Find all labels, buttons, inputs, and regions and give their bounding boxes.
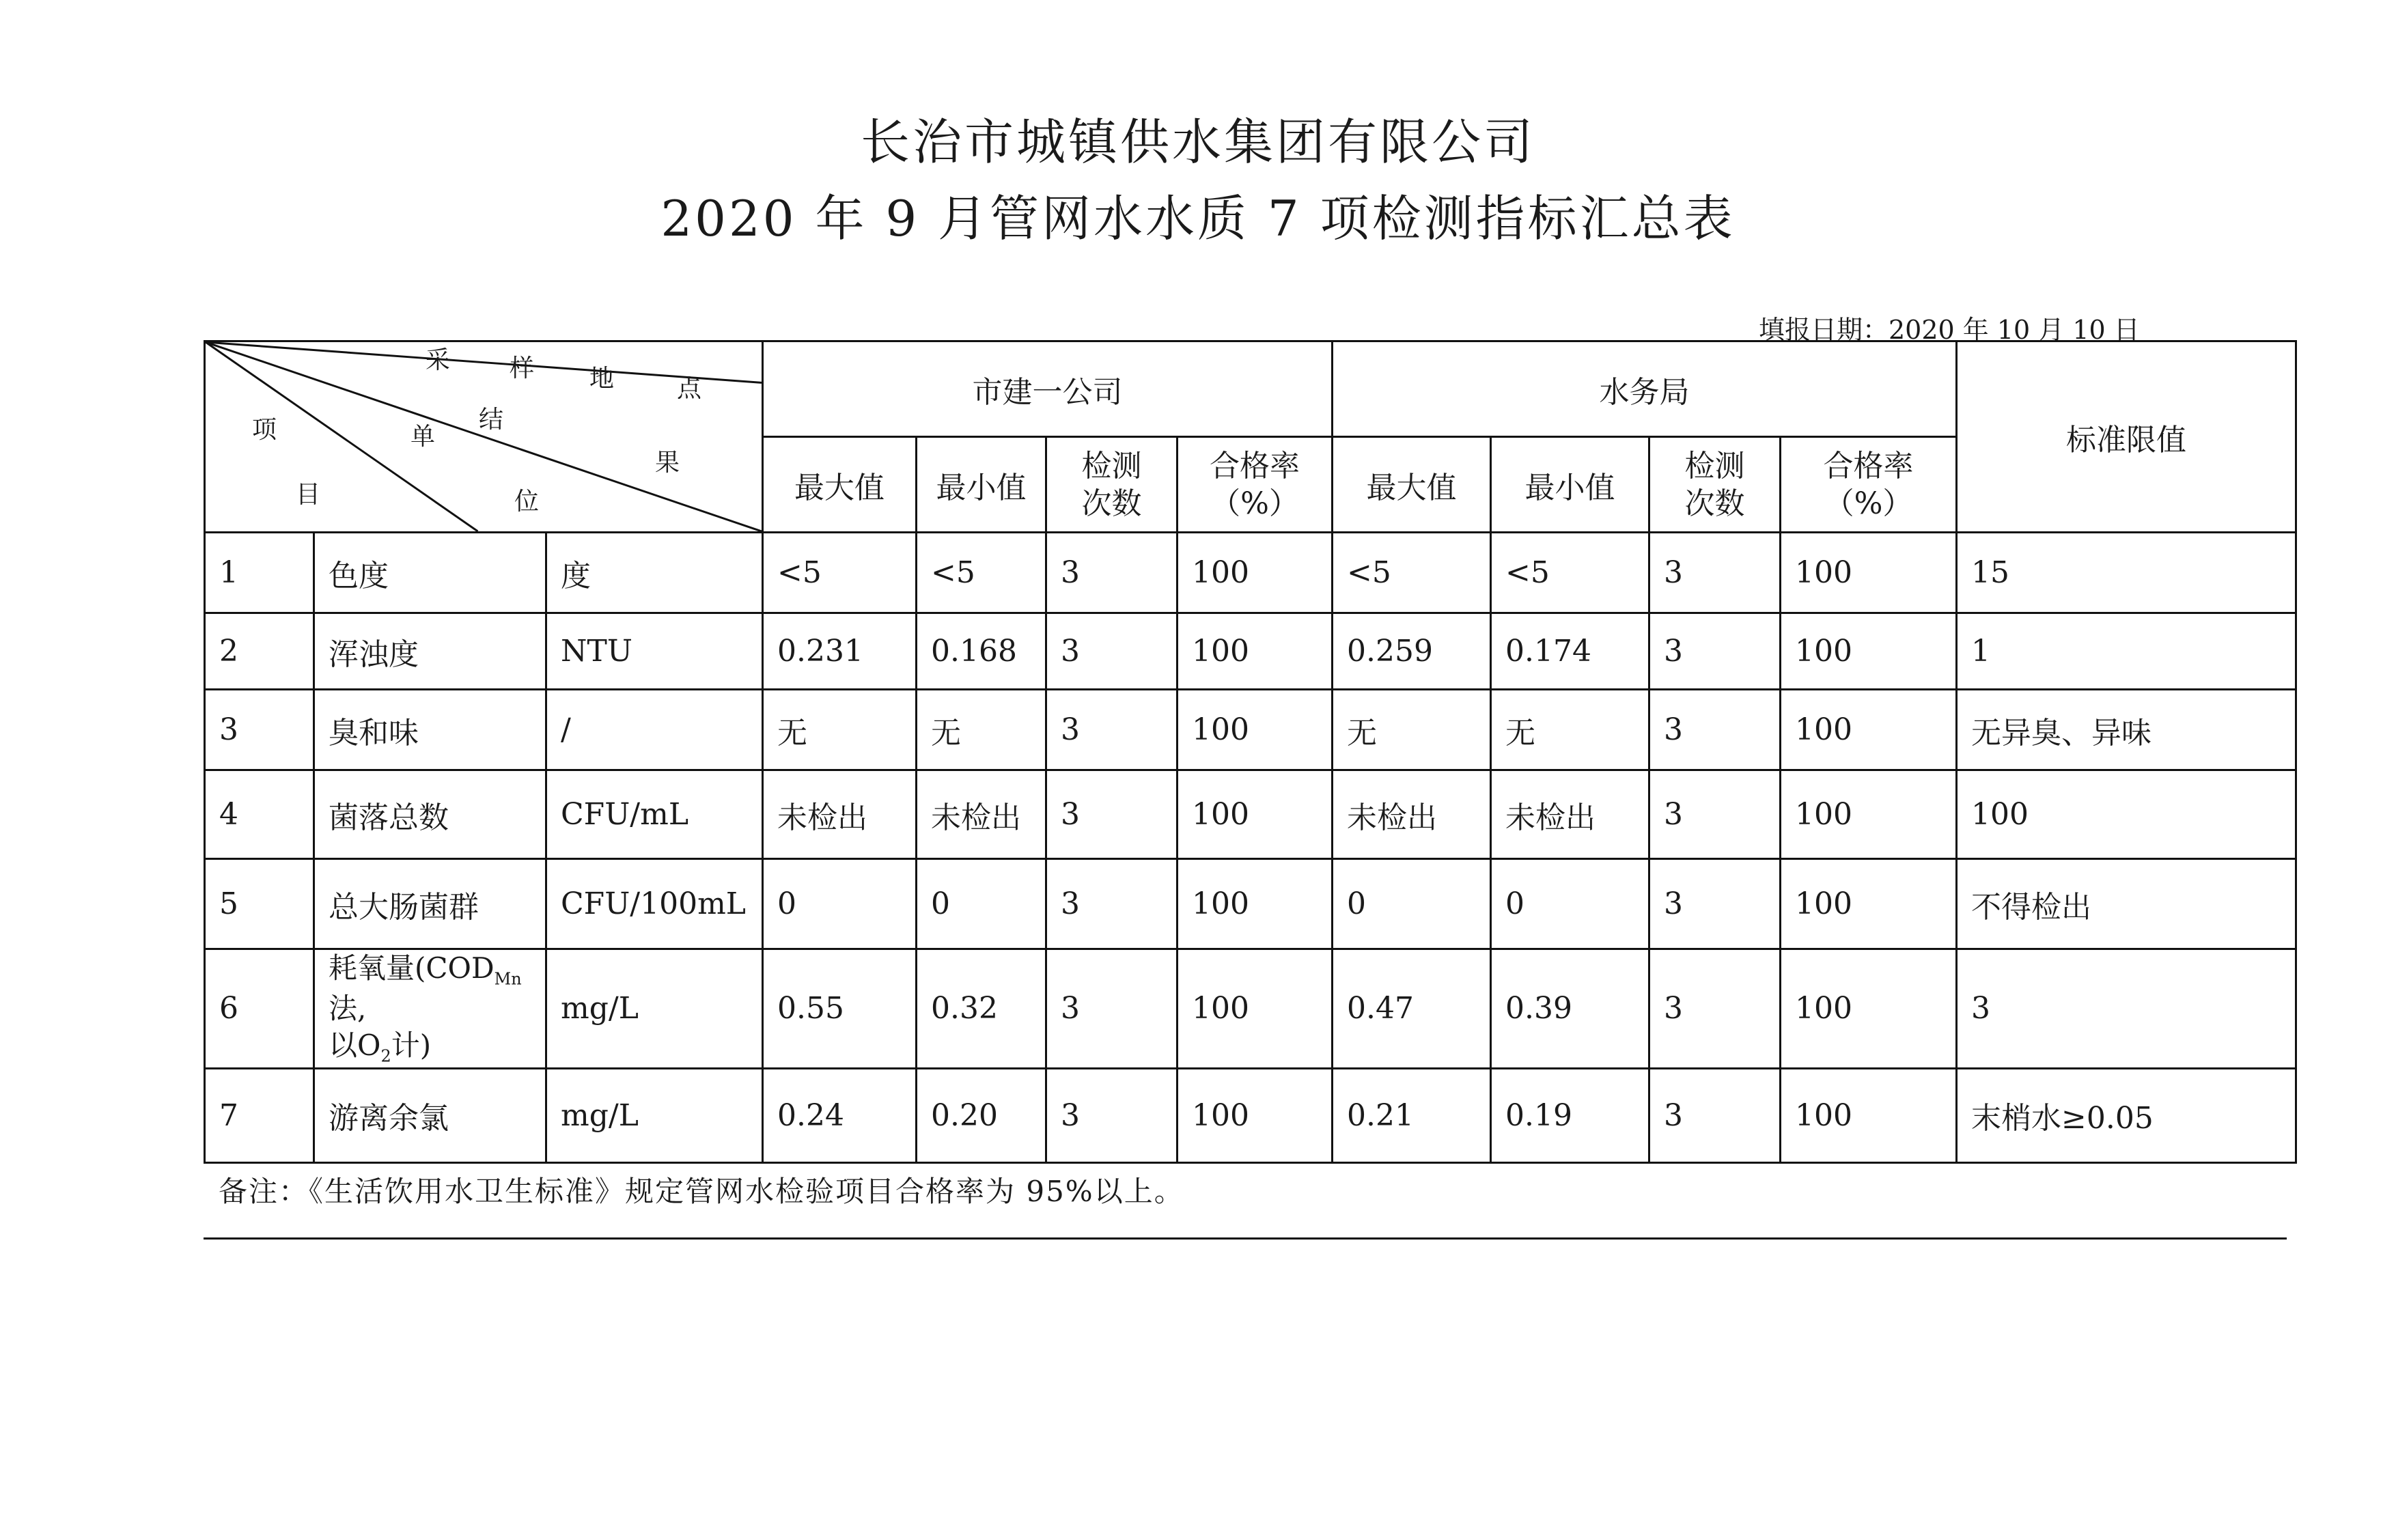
g1-rate: 100 (1178, 859, 1333, 949)
corner-label: 样 (510, 354, 535, 382)
g2-count: 3 (1649, 770, 1781, 859)
g2-count: 3 (1649, 613, 1781, 690)
col-header-min: 最小值 (1491, 437, 1649, 533)
item-name: 游离余氯 (314, 1068, 546, 1162)
g1-count: 3 (1046, 613, 1178, 690)
corner-label: 位 (514, 488, 540, 516)
group-header: 市建一公司 (763, 341, 1333, 437)
item-unit: mg/L (546, 949, 763, 1069)
g2-min: 0.39 (1491, 949, 1649, 1069)
g2-min: 0 (1491, 859, 1649, 949)
item-name: 耗氧量($COD_{Mn}$法, 以$O_2$计) (314, 949, 546, 1069)
g1-count: 3 (1046, 949, 1178, 1069)
standard-limit: 末梢水≥0.05 (1957, 1068, 2296, 1162)
table-row (205, 613, 2296, 690)
item-unit: / (546, 690, 763, 770)
g2-rate: 100 (1781, 770, 1957, 859)
corner-label: 果 (655, 449, 680, 477)
table-row (205, 859, 2296, 949)
g2-rate: 100 (1781, 690, 1957, 770)
g2-count: 3 (1649, 690, 1781, 770)
g2-max: 0.21 (1333, 1068, 1491, 1162)
g2-min: 未检出 (1491, 770, 1649, 859)
g1-max: 0.231 (763, 613, 917, 690)
g2-max: 未检出 (1333, 770, 1491, 859)
item-unit: NTU (546, 613, 763, 690)
g1-min: 无 (917, 690, 1046, 770)
g2-rate: 100 (1781, 613, 1957, 690)
item-unit: 度 (546, 533, 763, 613)
g2-rate: 100 (1781, 533, 1957, 613)
corner-label: 结 (479, 406, 504, 434)
item-unit: mg/L (546, 1068, 763, 1162)
item-name: 总大肠菌群 (314, 859, 546, 949)
table-row (205, 533, 2296, 613)
g1-min: 0 (917, 859, 1046, 949)
g1-max: <5 (763, 533, 917, 613)
col-header-count: 检测 次数 (1649, 437, 1781, 533)
col-header-min: 最小值 (917, 437, 1046, 533)
g2-rate: 100 (1781, 949, 1957, 1069)
corner-label: 单 (410, 423, 436, 451)
g1-rate: 100 (1178, 770, 1333, 859)
g2-rate: 100 (1781, 1068, 1957, 1162)
corner-label: 采 (426, 346, 451, 374)
g1-max: 无 (763, 690, 917, 770)
table-row (205, 1068, 2296, 1162)
standard-limit: 1 (1957, 613, 2296, 690)
corner-label: 地 (589, 365, 615, 393)
g2-rate: 100 (1781, 859, 1957, 949)
standard-limit: 无异臭、异味 (1957, 690, 2296, 770)
g1-rate: 100 (1178, 533, 1333, 613)
water-quality-table (204, 340, 2297, 1164)
col-header-rate: 合格率 （%） (1178, 437, 1333, 533)
standard-limit: 100 (1957, 770, 2296, 859)
table-row (205, 949, 2296, 1069)
item-unit: CFU/mL (546, 770, 763, 859)
col-header-count: 检测 次数 (1046, 437, 1178, 533)
g2-min: 无 (1491, 690, 1649, 770)
report-title: 2020 年 9 月管网水水质 7 项检测指标汇总表 (660, 190, 1736, 247)
g1-min: 0.20 (917, 1068, 1046, 1162)
g1-min: 0.168 (917, 613, 1046, 690)
item-unit: CFU/100mL (546, 859, 763, 949)
col-header-max: 最大值 (763, 437, 917, 533)
g2-max: 无 (1333, 690, 1491, 770)
row-number: 3 (205, 690, 314, 770)
row-number: 4 (205, 770, 314, 859)
g2-max: 0 (1333, 859, 1491, 949)
g1-count: 3 (1046, 859, 1178, 949)
group-header: 水务局 (1333, 341, 1957, 437)
g2-count: 3 (1649, 859, 1781, 949)
col-header-max: 最大值 (1333, 437, 1491, 533)
fill-date: 填报日期：2020 年 10 月 10 日 (1759, 315, 2140, 345)
g1-rate: 100 (1178, 1068, 1333, 1162)
standard-limit: 3 (1957, 949, 2296, 1069)
corner-label: 项 (252, 416, 277, 444)
col-header-rate: 合格率 （%） (1781, 437, 1957, 533)
g1-rate: 100 (1178, 690, 1333, 770)
header-corner-cell (205, 341, 763, 533)
g2-max: 0.47 (1333, 949, 1491, 1069)
company-title: 长治市城镇供水集团有限公司 (860, 113, 1535, 171)
standard-limit: 不得检出 (1957, 859, 2296, 949)
g2-max: 0.259 (1333, 613, 1491, 690)
row-number: 7 (205, 1068, 314, 1162)
g1-count: 3 (1046, 533, 1178, 613)
standard-header: 标准限值 (1957, 341, 2296, 533)
g1-max: 0.55 (763, 949, 917, 1069)
g2-min: 0.174 (1491, 613, 1649, 690)
g1-max: 0.24 (763, 1068, 917, 1162)
item-name: 浑浊度 (314, 613, 546, 690)
table-row (205, 690, 2296, 770)
g2-count: 3 (1649, 949, 1781, 1069)
g1-count: 3 (1046, 770, 1178, 859)
item-name: 菌落总数 (314, 770, 546, 859)
row-number: 1 (205, 533, 314, 613)
g1-count: 3 (1046, 1068, 1178, 1162)
row-number: 6 (205, 949, 314, 1069)
g1-max: 0 (763, 859, 917, 949)
g2-min: 0.19 (1491, 1068, 1649, 1162)
item-name: 色度 (314, 533, 546, 613)
row-number: 5 (205, 859, 314, 949)
g1-min: 未检出 (917, 770, 1046, 859)
corner-label: 目 (296, 481, 321, 509)
g1-rate: 100 (1178, 949, 1333, 1069)
g2-count: 3 (1649, 1068, 1781, 1162)
g1-min: <5 (917, 533, 1046, 613)
g1-rate: 100 (1178, 613, 1333, 690)
item-name: 臭和味 (314, 690, 546, 770)
table-row (205, 770, 2296, 859)
g1-max: 未检出 (763, 770, 917, 859)
g1-min: 0.32 (917, 949, 1046, 1069)
corner-label: 点 (677, 375, 702, 403)
g2-count: 3 (1649, 533, 1781, 613)
row-number: 2 (205, 613, 314, 690)
remark-note: 备注：《生活饮用水卫生标准》规定管网水检验项目合格率为 95%以上。 (219, 1175, 1184, 1208)
g2-min: <5 (1491, 533, 1649, 613)
g1-count: 3 (1046, 690, 1178, 770)
standard-limit: 15 (1957, 533, 2296, 613)
bottom-rule (204, 1237, 2287, 1240)
g2-max: <5 (1333, 533, 1491, 613)
